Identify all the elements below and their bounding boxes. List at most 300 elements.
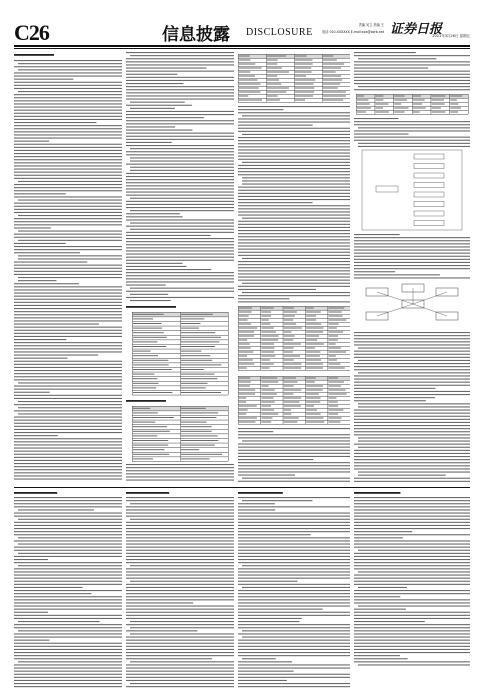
- text-line: [126, 291, 234, 292]
- text-line: [14, 125, 122, 126]
- table-cell: [261, 390, 274, 391]
- text-line: [126, 652, 234, 653]
- upper-column-4: [354, 52, 470, 484]
- table-cell: [323, 92, 346, 93]
- table-cell: [329, 312, 342, 313]
- text-line: [242, 637, 350, 638]
- lower-column-2: [126, 491, 234, 691]
- table-cell: [181, 387, 206, 388]
- table-cell: [323, 100, 343, 101]
- text-line: [14, 252, 80, 253]
- text-line: [14, 379, 122, 380]
- table-cell: [181, 449, 199, 450]
- table-col-line: [431, 94, 432, 114]
- text-line: [354, 525, 470, 526]
- table-cell: [239, 68, 262, 69]
- text-line: [354, 661, 470, 662]
- table-cell: [284, 402, 300, 403]
- text-line: [354, 354, 470, 355]
- text-line: [238, 531, 350, 532]
- table-cell: [329, 348, 341, 349]
- table-cell: [133, 387, 156, 388]
- text-line: [126, 176, 234, 177]
- table-cell: [181, 445, 215, 446]
- text-line: [238, 544, 350, 545]
- text-line: [126, 250, 234, 251]
- text-line: [14, 479, 122, 480]
- text-line: [14, 348, 122, 349]
- table-col-line: [305, 376, 306, 424]
- text-line: [238, 252, 350, 253]
- text-line: [14, 103, 122, 104]
- text-line: [238, 298, 289, 299]
- table-cell: [181, 408, 206, 409]
- text-line: [354, 456, 470, 457]
- text-line: [14, 395, 122, 396]
- text-line: [238, 227, 350, 228]
- table-cell: [306, 336, 319, 337]
- table-cell: [284, 398, 301, 399]
- text-line: [238, 652, 350, 653]
- table-cell: [267, 72, 289, 73]
- text-line: [354, 256, 470, 257]
- text-line: [358, 475, 446, 476]
- text-line: [126, 547, 234, 548]
- text-line: [14, 606, 122, 607]
- text-line: [126, 612, 234, 613]
- text-line: [242, 218, 350, 219]
- subheading: [354, 492, 400, 494]
- text-line: [238, 609, 323, 610]
- text-line: [354, 593, 470, 594]
- text-line: [14, 370, 122, 371]
- table-cell: [261, 340, 278, 341]
- text-line: [238, 168, 350, 169]
- text-line: [238, 106, 350, 107]
- upper-column-3: [238, 52, 350, 484]
- text-line: [354, 61, 470, 62]
- text-line: [14, 339, 66, 340]
- text-line: [14, 423, 122, 424]
- org-chart-node: [414, 211, 444, 216]
- table-col-line: [228, 406, 229, 461]
- text-line: [130, 157, 234, 158]
- text-line: [354, 500, 470, 501]
- table-cell: [323, 96, 346, 97]
- table-cell: [284, 368, 301, 369]
- table-row-line: [238, 412, 350, 413]
- text-line: [354, 332, 470, 333]
- text-line: [14, 268, 122, 269]
- text-line: [18, 553, 122, 554]
- text-line: [358, 348, 470, 349]
- text-line: [238, 199, 350, 200]
- text-line: [130, 167, 234, 168]
- table-cell: [432, 96, 446, 97]
- text-line: [238, 627, 350, 628]
- text-line: [130, 223, 234, 224]
- table-cell: [329, 414, 338, 415]
- text-line: [14, 159, 122, 160]
- table-cell: [306, 308, 313, 309]
- table-cell: [261, 410, 274, 411]
- text-line: [14, 320, 122, 321]
- text-line: [14, 221, 122, 222]
- text-line: [14, 156, 122, 157]
- text-line: [354, 652, 470, 653]
- table-cell: [133, 355, 158, 356]
- text-line: [354, 268, 470, 269]
- text-line: [14, 246, 122, 247]
- table-cell: [295, 56, 307, 57]
- text-line: [126, 136, 234, 137]
- text-line: [126, 61, 234, 62]
- text-line: [14, 296, 122, 297]
- table-cell: [329, 364, 341, 365]
- table-cell: [295, 72, 312, 73]
- text-line: [14, 116, 122, 117]
- table-cell: [181, 328, 199, 329]
- text-line: [14, 324, 99, 325]
- table-cell: [133, 422, 155, 423]
- text-line: [14, 668, 122, 669]
- contact-line: 电话 010-XXXXXX E-mail:xxx@zqrb.net: [322, 30, 384, 34]
- table-cell: [357, 96, 364, 97]
- table-row-line: [238, 416, 350, 417]
- text-line: [238, 674, 350, 675]
- table-cell: [376, 108, 383, 109]
- text-line: [238, 593, 350, 594]
- text-line: [238, 205, 350, 206]
- text-line: [354, 357, 470, 358]
- text-line: [14, 674, 122, 675]
- text-line: [14, 417, 122, 418]
- text-line: [238, 215, 350, 216]
- table-cell: [323, 88, 338, 89]
- text-line: [238, 149, 350, 150]
- text-line: [14, 364, 122, 365]
- text-line: [126, 188, 234, 189]
- table-row-line: [238, 338, 350, 339]
- text-line: [130, 300, 171, 301]
- text-line: [18, 277, 122, 278]
- text-line: [358, 86, 470, 87]
- text-line: [354, 513, 470, 514]
- editor-line: 责编 吴立 美编 王: [358, 23, 384, 27]
- table-cell: [261, 352, 274, 353]
- table-cell: [261, 316, 271, 317]
- table-cell: [239, 100, 262, 101]
- text-line: [14, 178, 122, 179]
- table-row-line: [238, 400, 350, 401]
- table-cell: [450, 104, 458, 105]
- text-line: [18, 407, 122, 408]
- table-cell: [306, 348, 315, 349]
- text-line: [358, 146, 470, 147]
- text-line: [14, 677, 122, 678]
- table-cell: [133, 412, 158, 413]
- table-col-line: [305, 306, 306, 370]
- text-line: [14, 113, 122, 114]
- text-line: [354, 646, 470, 647]
- text-line: [18, 630, 122, 631]
- text-line: [130, 565, 234, 566]
- text-line: [358, 372, 470, 373]
- org-chart-root: [376, 186, 398, 192]
- diagram-connector: [413, 292, 447, 304]
- table-cell: [181, 383, 208, 384]
- table-col-line: [468, 94, 469, 114]
- table-cell: [329, 336, 338, 337]
- text-line: [126, 674, 234, 675]
- text-line: [238, 550, 350, 551]
- table-cell: [239, 60, 250, 61]
- text-line: [126, 117, 204, 118]
- text-line: [14, 243, 66, 244]
- subheading: [126, 492, 169, 494]
- table-col-line: [132, 312, 133, 395]
- text-line: [126, 213, 180, 214]
- table-cell: [284, 394, 294, 395]
- table-cell: [181, 412, 218, 413]
- table-cell: [261, 364, 273, 365]
- text-line: [18, 240, 122, 241]
- table-cell: [394, 112, 404, 113]
- text-line: [126, 92, 234, 93]
- text-line: [126, 544, 234, 545]
- table-cell: [329, 360, 337, 361]
- table-cell: [239, 418, 257, 419]
- text-line: [126, 241, 234, 242]
- text-line: [238, 453, 350, 454]
- text-line: [126, 593, 234, 594]
- text-line: [14, 144, 122, 145]
- text-line: [130, 170, 234, 171]
- text-line: [238, 633, 350, 634]
- text-line: [238, 568, 350, 569]
- text-line: [238, 270, 350, 271]
- text-line: [354, 462, 470, 463]
- text-line: [14, 262, 87, 263]
- text-line: [14, 609, 122, 610]
- text-line: [14, 271, 122, 272]
- subheading: [14, 54, 54, 56]
- text-line: [14, 497, 122, 498]
- table-cell: [295, 96, 313, 97]
- table-cell: [329, 324, 339, 325]
- table-cell: [306, 320, 316, 321]
- text-line: [238, 277, 350, 278]
- text-line: [238, 525, 350, 526]
- text-line: [126, 126, 175, 127]
- text-line: [18, 382, 122, 383]
- mid-page-rule: [14, 487, 470, 488]
- table-cell: [239, 332, 254, 333]
- text-line: [14, 184, 122, 185]
- text-line: [14, 581, 122, 582]
- text-line: [14, 311, 122, 312]
- text-line: [14, 451, 122, 452]
- table-cell: [295, 100, 305, 101]
- text-line: [238, 236, 350, 237]
- table-cell: [306, 378, 316, 379]
- text-line: [14, 373, 122, 374]
- text-line: [242, 115, 350, 116]
- text-line: [354, 531, 412, 532]
- text-line: [130, 621, 234, 622]
- table-cell: [133, 454, 169, 455]
- text-line: [14, 568, 122, 569]
- text-line: [238, 280, 350, 281]
- table-cell: [323, 60, 337, 61]
- table-cell: [306, 382, 315, 383]
- text-line: [126, 596, 234, 597]
- table-cell: [239, 88, 259, 89]
- text-line: [14, 599, 122, 600]
- text-line: [354, 140, 470, 141]
- text-line: [14, 274, 122, 275]
- text-line: [238, 171, 350, 172]
- text-line: [14, 169, 122, 170]
- text-line: [14, 531, 122, 532]
- text-line: [14, 469, 122, 470]
- text-line: [238, 562, 350, 563]
- table-cell: [329, 386, 341, 387]
- text-line: [126, 130, 192, 131]
- table-cell: [295, 76, 306, 77]
- table-cell: [181, 346, 215, 347]
- table-cell: [239, 378, 250, 379]
- text-line: [354, 612, 470, 613]
- table-col-line: [180, 406, 181, 461]
- table-cell: [133, 369, 172, 370]
- text-line: [14, 602, 122, 603]
- text-line: [130, 198, 234, 199]
- table-cell: [284, 328, 302, 329]
- text-line: [14, 187, 122, 188]
- table-cell: [329, 316, 343, 317]
- table-cell: [267, 88, 289, 89]
- text-line: [238, 137, 350, 138]
- text-line: [354, 335, 470, 336]
- text-line: [14, 131, 122, 132]
- text-line: [14, 596, 122, 597]
- text-line: [354, 234, 400, 235]
- text-line: [238, 428, 350, 429]
- text-line: [354, 80, 470, 81]
- text-line: [14, 162, 122, 163]
- diagram-connector: [413, 304, 447, 316]
- text-line: [126, 615, 234, 616]
- text-line: [126, 537, 234, 538]
- text-line: [14, 686, 122, 687]
- masthead-rule: [14, 45, 470, 47]
- text-line: [126, 201, 234, 202]
- text-line: [130, 661, 234, 662]
- text-line: [238, 664, 350, 665]
- table-cell: [329, 394, 347, 395]
- table-cell: [284, 308, 294, 309]
- text-line: [354, 450, 470, 451]
- table-cell: [181, 369, 204, 370]
- table-col-line: [322, 54, 323, 102]
- text-line: [18, 280, 56, 281]
- text-line: [238, 456, 350, 457]
- text-line: [354, 253, 470, 254]
- table-cell: [133, 328, 162, 329]
- text-line: [238, 606, 350, 607]
- text-line: [238, 615, 350, 616]
- table-cell: [295, 88, 314, 89]
- table-cell: [261, 336, 278, 337]
- table-cell: [306, 406, 314, 407]
- text-line: [238, 571, 350, 572]
- table-cell: [239, 360, 253, 361]
- text-line: [354, 118, 399, 119]
- table-cell: [306, 368, 323, 369]
- text-line: [14, 664, 122, 665]
- table-cell: [450, 112, 458, 113]
- text-line: [354, 391, 470, 392]
- text-line: [354, 375, 470, 376]
- table-cell: [376, 104, 389, 105]
- text-line: [130, 102, 185, 103]
- table-cell: [239, 382, 251, 383]
- table-cell: [261, 382, 278, 383]
- text-line: [18, 661, 122, 662]
- text-line: [238, 301, 350, 302]
- text-line: [14, 475, 122, 476]
- text-line: [14, 283, 79, 284]
- text-line: [238, 202, 313, 203]
- table-cell: [133, 314, 164, 315]
- text-line: [126, 263, 183, 264]
- text-line: [14, 640, 50, 641]
- table-cell: [239, 308, 252, 309]
- text-line: [238, 221, 350, 222]
- text-line: [14, 355, 98, 356]
- text-line: [238, 122, 350, 123]
- text-line: [14, 376, 122, 377]
- org-chart-node: [414, 192, 444, 197]
- text-line: [126, 254, 234, 255]
- text-line: [14, 516, 122, 517]
- text-line: [354, 537, 403, 538]
- table-row-line: [238, 346, 350, 347]
- text-line: [238, 208, 350, 209]
- text-line: [358, 403, 470, 404]
- table-row-line: [238, 408, 350, 409]
- text-line: [354, 246, 470, 247]
- text-line: [126, 584, 234, 585]
- text-line: [126, 142, 172, 143]
- text-line: [238, 434, 350, 435]
- table-cell: [181, 458, 209, 459]
- table-cell: [261, 308, 273, 309]
- text-line: [238, 612, 350, 613]
- table-cell: [261, 312, 271, 313]
- text-line: [14, 150, 122, 151]
- table-cell: [133, 318, 153, 319]
- text-line: [130, 633, 234, 634]
- table-cell: [267, 100, 280, 101]
- text-line: [130, 288, 234, 289]
- table-cell: [376, 112, 389, 113]
- text-line: [130, 294, 168, 295]
- text-line: [126, 266, 186, 267]
- text-line: [238, 465, 350, 466]
- text-line: [354, 468, 470, 469]
